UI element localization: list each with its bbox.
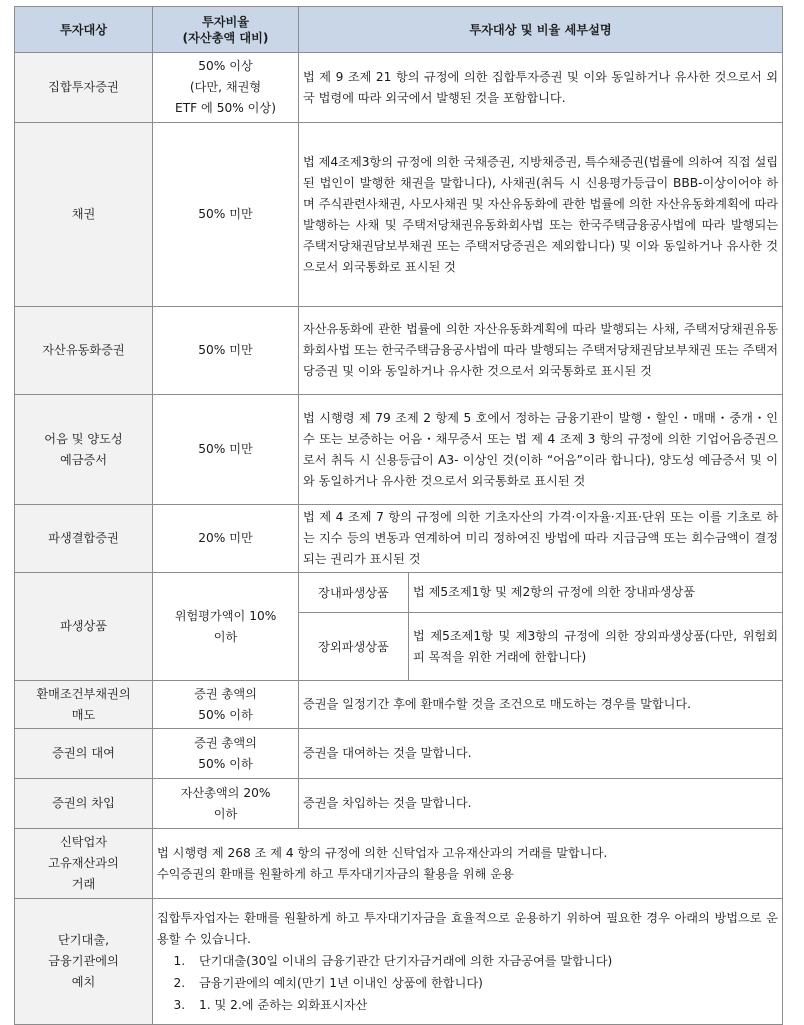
detail-cell — [153, 899, 783, 1025]
detail-cell: 증권을 차입하는 것을 말합니다. — [299, 779, 783, 829]
target-cell: 자산유동화증권 — [15, 307, 153, 395]
detail-cell: 법 시행령 제 268 조 제 4 항의 규정에 의한 신탁업자 고유재산과의 거래를 말합니다. 수익증권의 환매를 원활하게 하고 투자대기자금의 활용을 위해 운용 — [153, 829, 783, 899]
exchange-derivative-label: 장내파생상품 — [299, 573, 409, 613]
target-cell: 단기대출, 금융기관에의 예치 — [15, 899, 153, 1025]
row-borrowing — [15, 779, 783, 829]
detail-cell: 증권을 대여하는 것을 말합니다. — [299, 729, 783, 779]
ratio-cell: 50% 미만 — [153, 395, 299, 505]
target-cell: 환매조건부채권의 매도 — [15, 681, 153, 729]
target-cell: 집합투자증권 — [15, 53, 153, 123]
ratio-cell: 증권 총액의 50% 이하 — [153, 729, 299, 779]
row-derivative-exchange — [15, 573, 783, 613]
target-cell: 채권 — [15, 123, 153, 307]
row-collective — [15, 53, 783, 123]
row-repo — [15, 681, 783, 729]
ratio-cell: 50% 미만 — [153, 123, 299, 307]
row-lending — [15, 729, 783, 779]
target-cell: 증권의 대여 — [15, 729, 153, 779]
otc-derivative-label: 장외파생상품 — [299, 613, 409, 681]
detail-cell: 증권을 일정기간 후에 환매수할 것을 조건으로 매도하는 경우를 말합니다. — [299, 681, 783, 729]
ratio-cell: 50% 이상 (다만, 채권형 ETF 에 50% 이상) — [153, 53, 299, 123]
header-target: 투자대상 — [15, 7, 153, 53]
detail-cell: 법 제 9 조제 21 항의 규정에 의한 집합투자증권 및 이와 동일하거나 유사한 것으로서 외국 법령에 따라 외국에서 발행된 것을 포함합니다. — [299, 53, 783, 123]
ratio-cell: 50% 미만 — [153, 307, 299, 395]
detail-cell: 법 제4조제3항의 규정에 의한 국채증권, 지방채증권, 특수채증권(법률에 의하여 직접 설립된 법인이 발행한 채권을 말합니다), 사채권(취득 시 신용평가등급이 BBB-이상이어야 하며 주식관련사채권, 사모사채권 및 자산유동화에 관한 법률에 의한 자산유동화계획에 따라 발행하는 사채 및 주택저당채권유동화회사법 또는 한국주택금융공사법에 따라 발행되는 주택저당채권담보부채권 또는 주택저당증권은 제외합니다) 및 이와 동일하거나 유사한 것으로서 외국통화로 표시된 것 — [299, 123, 783, 307]
detail-cell: 법 제5조제1항 및 제2항의 규정에 의한 장내파생상품 — [409, 573, 783, 613]
target-cell: 어음 및 양도성 예금증서 — [15, 395, 153, 505]
row-shortterm — [15, 899, 783, 1025]
shortterm-intro: 집합투자업자는 환매를 원활하게 하고 투자대기자금을 효율적으로 운용하기 위하여 필요한 경우 아래의 방법으로 운용할 수 있습니다. — [157, 910, 779, 946]
target-cell: 파생상품 — [15, 573, 153, 681]
row-trust — [15, 829, 783, 899]
header-detail: 투자대상 및 비율 세부설명 — [299, 7, 783, 53]
shortterm-list — [157, 950, 778, 1016]
row-bill — [15, 395, 783, 505]
ratio-cell: 20% 미만 — [153, 505, 299, 573]
detail-cell: 법 제 4 조제 7 항의 규정에 의한 기초자산의 가격·이자율·지표·단위 또는 이를 기초로 하는 지수 등의 변동과 연계하여 미리 정하여진 방법에 따라 지급금액 또는 회수금액이 결정되는 권리가 표시된 것 — [299, 505, 783, 573]
ratio-cell: 증권 총액의 50% 이하 — [153, 681, 299, 729]
target-cell: 증권의 차입 — [15, 779, 153, 829]
row-bond — [15, 123, 783, 307]
target-cell: 파생결합증권 — [15, 505, 153, 573]
target-cell: 신탁업자 고유재산과의 거래 — [15, 829, 153, 899]
detail-cell: 법 시행령 제 79 조제 2 항제 5 호에서 정하는 금융기관이 발행・할인・매매・중개・인수 또는 보증하는 어음・채무증서 또는 법 제 4 조제 3 항의 규정에 의한 기업어음증권으로서 취득 시 신용등급이 A3- 이상인 것(이하 “어음”이라 합니다), 양도성 예금증서 및 이와 동일하거나 유사한 것으로서 외국통화로 표시된 것 — [299, 395, 783, 505]
header-ratio: 투자비율 (자산총액 대비) — [153, 7, 299, 53]
ratio-cell: 자산총액의 20% 이하 — [153, 779, 299, 829]
list-item: 2. 금융기관에의 예치(만기 1년 이내인 상품에 한합니다) — [189, 972, 778, 994]
row-dls — [15, 505, 783, 573]
investment-table — [14, 6, 783, 1025]
detail-cell: 자산유동화에 관한 법률에 의한 자산유동화계획에 따라 발행되는 사채, 주택저당채권유동화회사법 또는 한국주택금융공사법에 따라 발행되는 주택저당채권담보부채권 또는 주택저당증권 및 이와 동일하거나 유사한 것으로서 외국통화로 표시된 것 — [299, 307, 783, 395]
ratio-cell: 위험평가액이 10% 이하 — [153, 573, 299, 681]
list-item: 3. 1. 및 2.에 준하는 외화표시자산 — [189, 994, 778, 1016]
row-abs — [15, 307, 783, 395]
header-row — [15, 7, 783, 53]
list-item: 1. 단기대출(30일 이내의 금융기관간 단기자금거래에 의한 자금공여를 말합니다) — [189, 950, 778, 972]
detail-cell: 법 제5조제1항 및 제3항의 규정에 의한 장외파생상품(다만, 위험회피 목적을 위한 거래에 한합니다) — [409, 613, 783, 681]
